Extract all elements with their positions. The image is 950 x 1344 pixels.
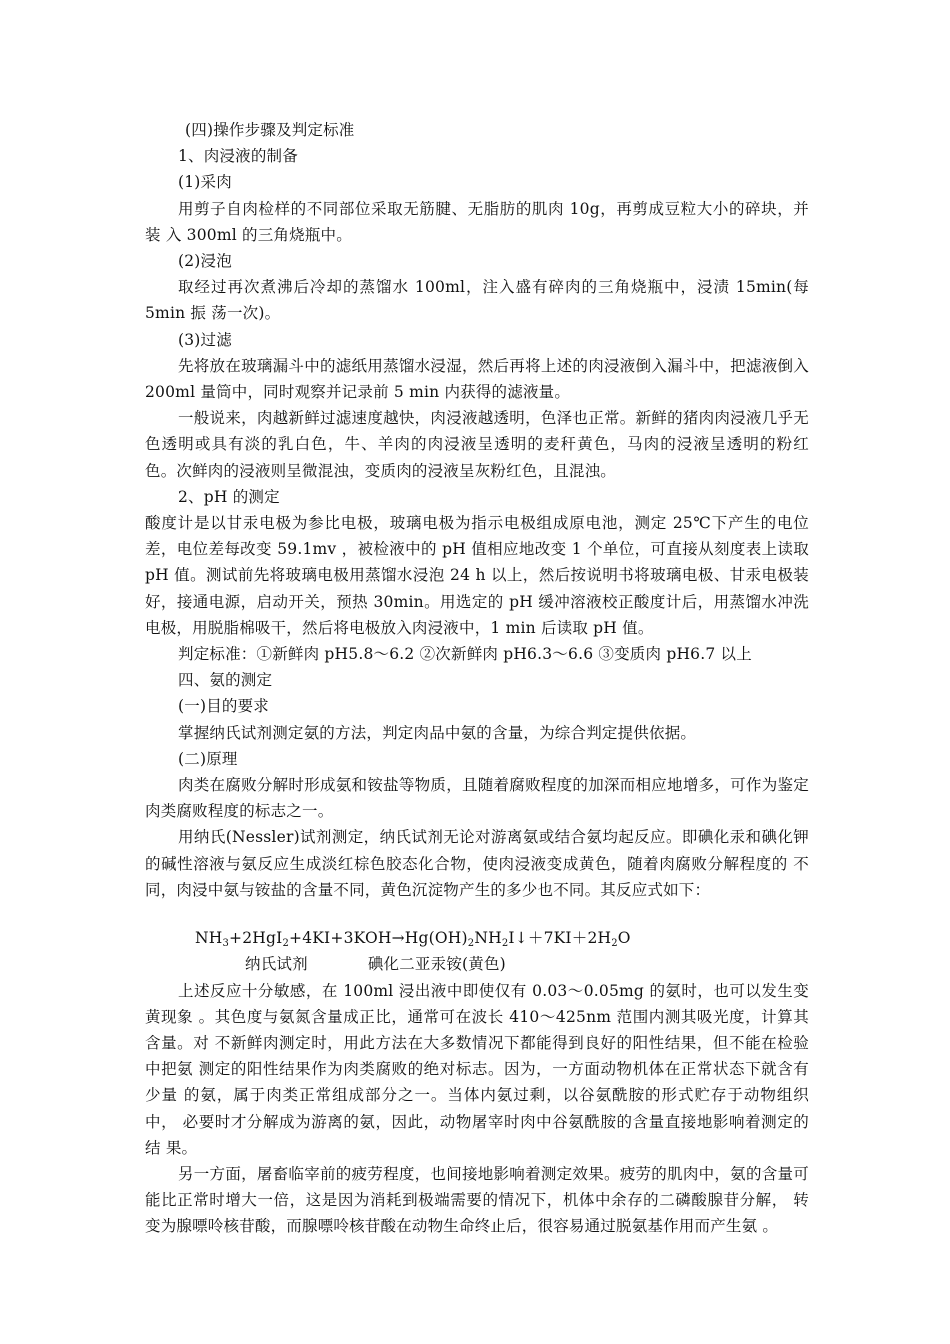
- para-fatigue: 另一方面，屠畜临宰前的疲劳程度，也间接地影响着测定效果。疲劳的肌肉中，氨的含量可 能比正常时增大一倍，这是因为消耗到极端需要的情况下，机体中余存的二磷酸腺苷分解， 转变为腺嘌呤核苷酸，而腺嘌呤核苷酸在动物生命终止后，很容易通过脱氨基作用而产生氨 。: [145, 1164, 809, 1236]
- heading-steps: (四)操作步骤及判定标准: [185, 121, 355, 139]
- label-reagent: 纳氏试剂: [245, 955, 308, 974]
- heading-filter: (3)过滤: [178, 330, 232, 349]
- label-product: 碘化二亚汞铵(黄色): [367, 955, 506, 974]
- para-filter: 先将放在玻璃漏斗中的滤纸用蒸馏水浸湿，然后再将上述的肉浸液倒入漏斗中，把滤液倒入 200ml 量筒中，同时观察并记录前 5 min 内获得的滤液量。: [145, 356, 809, 402]
- heading-extract: 1、肉浸液的制备: [178, 147, 298, 166]
- heading-ph: 2、pH 的测定: [178, 487, 280, 506]
- heading-principle: (二)原理: [178, 749, 238, 768]
- para-general: 一般说来，肉越新鲜过滤速度越快，肉浸液越透明，色泽也正常。新鲜的猪肉肉浸液几乎无 色透明或具有淡的乳白色，牛、羊肉的肉浸液呈透明的麦秆黄色，马肉的浸液呈透明的粉红 色。次鲜肉的浸液则呈微混浊，变质肉的浸液呈灰粉红色，且混浊。: [145, 409, 809, 480]
- reaction-formula-block: [145, 925, 809, 977]
- heading-purpose: (一)目的要求: [178, 697, 269, 716]
- para-soak: 取经过再次煮沸后冷却的蒸馏水 100ml，注入盛有碎肉的三角烧瓶中，浸渍 15min(每 5min 振 荡一次)。: [145, 278, 809, 323]
- heading-ammonia: 四、氨的测定: [178, 671, 273, 690]
- heading-sampling: (1)采肉: [178, 173, 232, 192]
- heading-soak: (2)浸泡: [178, 252, 232, 271]
- document-body: [145, 117, 809, 1240]
- reaction-formula: $NH_3+2HgI_2+4KI+3KOH\to Hg(OH)_2NH_2I↓+7KI+2H_2O$: [195, 929, 631, 950]
- para-sensitivity: 上述反应十分敏感，在 100ml 浸出液中即使仅有 0.03～0.05mg 的氨时，也可以发生变黄现象 。其色度与氨氮含量成正比，通常可在波长 410～425nm 范围内测其吸光度，计算其含量。对 不新鲜肉测定时，用此方法在大多数情况下都能得到良好的阳性结果，但不能在检验中把氨 测定的阳性结果作为肉类腐败的绝对标志。因为，一方面动物机体在正常状态下就含有少量 的氨，属于肉类正常组成部分之一。当体内氨过剩，以谷氨酰胺的形式贮存于动物组织中， 必要时才分解成为游离的氨，因此，动物屠宰时肉中谷氨酰胺的含量直接地影响着测定的结 果。: [145, 981, 809, 1157]
- para-principle-2: 用纳氏(Nessler)试剂测定，纳氏试剂无论对游离氨或结合氨均起反应。即碘化汞和碘化钾 的碱性溶液与氨反应生成淡红棕色胶态化合物，使肉浸液变成黄色，随着肉腐败分解程度的 不同，肉浸中氨与铵盐的含量不同，黄色沉淀物产生的多少也不同。其反应式如下：: [145, 828, 809, 899]
- para-ph: 酸度计是以甘汞电极为参比电极，玻璃电极为指示电极组成原电池，测定 25℃下产生的电位差，电位差每改变 59.1mv ，被检液中的 pH 值相应地改变 1 个单位，可直接从刻度表上读取 pH 值。测试前先将玻璃电极用蒸馏水浸泡 24 h 以上，然后按说明书将玻璃电极、甘汞电极装 好，接通电源，启动开关，预热 30min。用选定的 pH 缓冲溶液校正酸度计后，用蒸馏水冲洗 电极，用脱脂棉吸干，然后将电极放入肉浸液中，1 min 后读取 pH 值。: [145, 514, 809, 637]
- para-criteria: 判定标准：①新鲜肉 pH5.8～6.2 ②次新鲜肉 pH6.3～6.6 ③变质肉 pH6.7 以上: [178, 645, 752, 664]
- para-purpose: 掌握纳氏试剂测定氨的方法，判定肉品中氨的含量，为综合判定提供依据。: [178, 723, 697, 742]
- reaction-formula-labels: [145, 951, 809, 977]
- para-sampling: 用剪子自肉检样的不同部位采取无筋腱、无脂肪的肌肉 10g，再剪成豆粒大小的碎块，并装 入 300ml 的三角烧瓶中。: [145, 199, 809, 244]
- para-principle-1: 肉类在腐败分解时形成氨和铵盐等物质，且随着腐败程度的加深而相应地增多，可作为鉴定 肉类腐败程度的标志之一。: [145, 776, 809, 821]
